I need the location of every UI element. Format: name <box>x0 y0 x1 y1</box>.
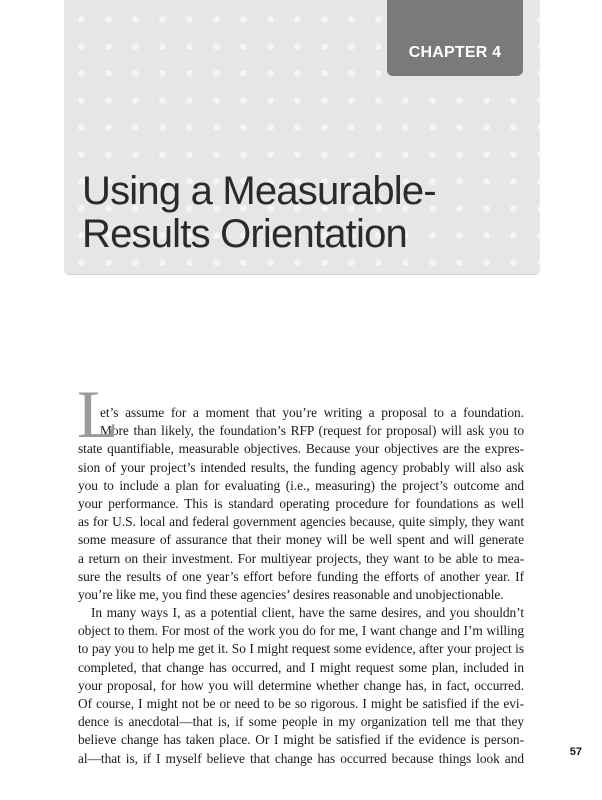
paragraph-line: al—that is, if I myself believe that change has occurred because things look and <box>78 750 524 766</box>
paragraph-line: as for U.S. local and federal government agencies because, quite simply, they want <box>78 514 524 530</box>
paragraph-line: et’s assume for a moment that you’re writing a proposal to a foundation. <box>100 405 524 420</box>
paragraph-line: dence is anecdotal—that is, if some people in my organization tell me that they <box>78 714 524 730</box>
chapter-title <box>82 170 522 256</box>
paragraph-line: your proposal, for how you will determine whether change has, in fact, occurred. <box>78 677 524 693</box>
chapter-title-line: Using a Measurable- <box>82 169 436 213</box>
paragraph-line: to pay you to help me get it. So I might request some evidence, after your project is <box>78 641 524 657</box>
paragraph-line: a return on their investment. For multiyear projects, they want to be able to mea- <box>78 550 524 566</box>
paragraph-line: your performance. This is standard operating procedure for foundations as well <box>78 495 524 511</box>
paragraph-line: sure the results of one year’s effort before funding the efforts of another year. If <box>78 568 524 584</box>
paragraph-line: completed, that change has occurred, and I might request some plan, included in <box>78 659 524 675</box>
paragraph-line: state quantifiable, measurable objectives. Because your objectives are the expres- <box>78 441 524 457</box>
chapter-label: CHAPTER 4 <box>408 44 502 61</box>
paragraph-line: you’re like me, you find these agencies’ desires reasonable and unobjectionable. <box>78 586 504 602</box>
paragraph-line: More than likely, the foundation’s RFP (request for proposal) will ask you to <box>100 423 524 439</box>
chapter-label-tab <box>387 0 523 76</box>
paragraph-line: In many ways I, as a potential client, have the same desires, and you shouldn’t <box>91 605 524 621</box>
paragraph-line: Of course, I might not be or need to be so rigorous. I might be satisfied if the evi- <box>78 696 524 711</box>
paragraph-line: sion of your project’s intended results, the funding agency probably will also ask <box>78 459 524 475</box>
paragraph-line: you to include a plan for evaluating (i.e., measuring) the project’s outcome and <box>78 477 524 493</box>
page-number: 57 <box>569 746 582 758</box>
drop-cap: L <box>77 376 119 452</box>
body-text <box>77 376 524 768</box>
paragraph-line: some measure of assurance that their money will be well spent and will generate <box>78 532 524 548</box>
chapter-title-line: Results Orientation <box>82 212 407 256</box>
paragraph-line: object to them. For most of the work you do for me, I want change and I’m willing <box>78 623 524 639</box>
paragraph-line: believe change has taken place. Or I might be satisfied if the evidence is person- <box>78 732 524 748</box>
